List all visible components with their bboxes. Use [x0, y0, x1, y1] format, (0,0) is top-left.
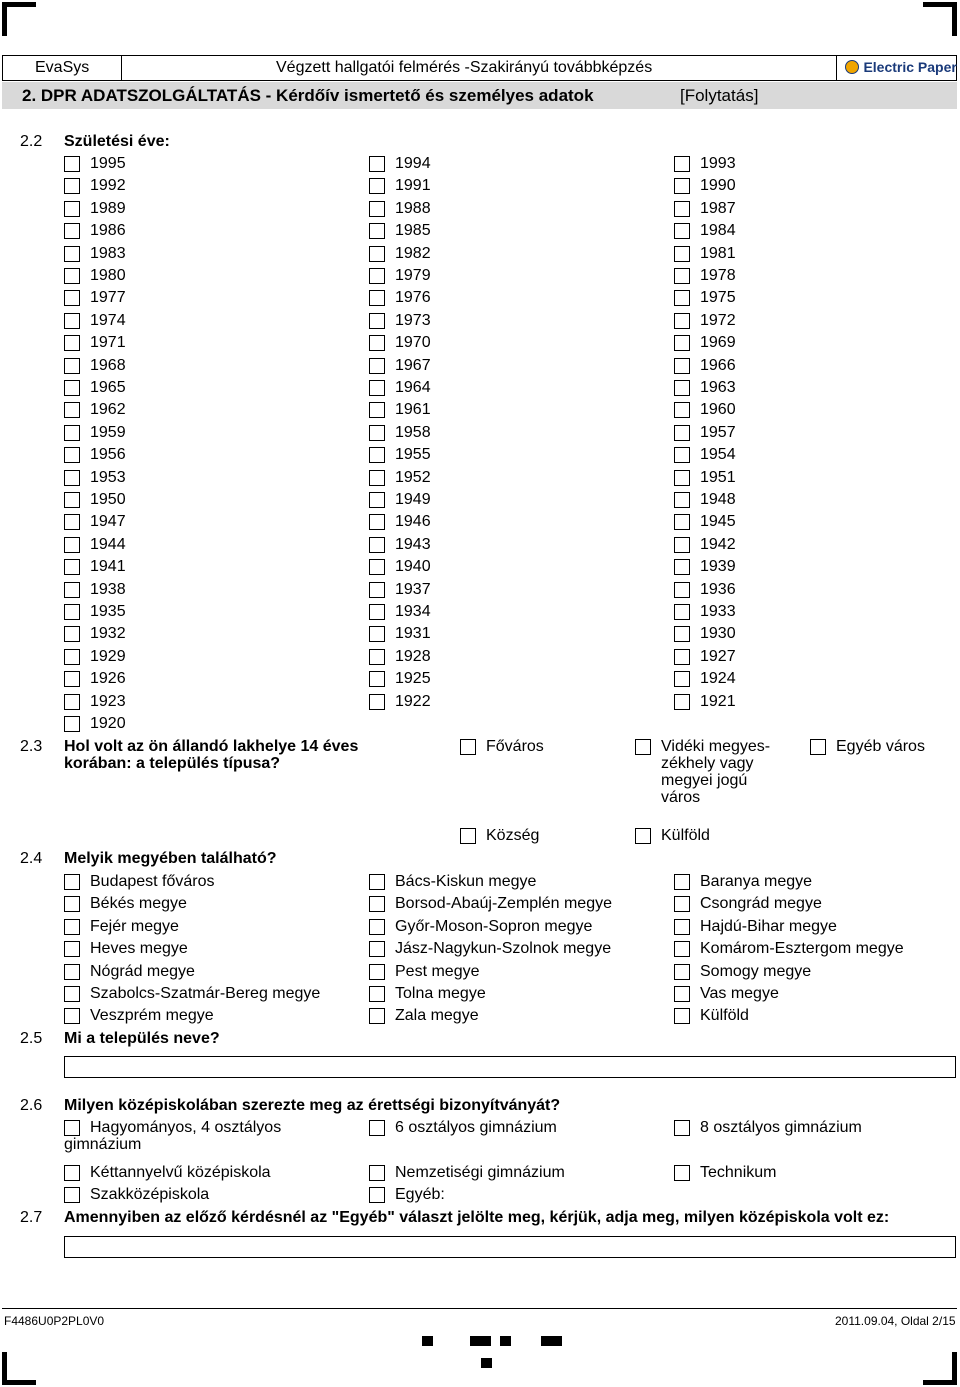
county-option[interactable]: Külföld	[674, 1007, 960, 1027]
checkbox[interactable]	[369, 335, 385, 351]
county-option[interactable]: Pest megye	[369, 963, 659, 983]
county-option[interactable]: Budapest főváros	[64, 873, 354, 893]
form-code: F4486U0P2PL0V0	[4, 1314, 105, 1328]
year-option[interactable]: 1921	[674, 693, 794, 713]
checkbox[interactable]	[674, 537, 690, 553]
year-option[interactable]: 1969	[674, 334, 794, 354]
settlement-name-input[interactable]	[64, 1056, 956, 1078]
checkbox[interactable]	[369, 941, 385, 957]
checkbox[interactable]	[64, 335, 80, 351]
checkbox[interactable]	[369, 358, 385, 374]
checkbox[interactable]	[369, 582, 385, 598]
year-option[interactable]: 1975	[674, 289, 794, 309]
year-option[interactable]: 1928	[369, 648, 489, 668]
checkbox[interactable]	[369, 604, 385, 620]
corner-mark-top-left	[2, 2, 7, 36]
year-option[interactable]: 1971	[64, 334, 184, 354]
year-option[interactable]: 1990	[674, 177, 794, 197]
year-option[interactable]: 1972	[674, 312, 794, 332]
question-label-line2: korában: a település típusa?	[64, 755, 281, 772]
year-option[interactable]: 1963	[674, 379, 794, 399]
checkbox[interactable]	[674, 268, 690, 284]
corner-mark-top-right	[952, 2, 957, 36]
checkbox[interactable]	[369, 1120, 385, 1136]
year-option[interactable]: 1930	[674, 625, 794, 645]
checkbox[interactable]	[674, 246, 690, 262]
checkbox[interactable]	[674, 896, 690, 912]
year-option[interactable]: 1923	[64, 693, 184, 713]
app-name: EvaSys	[35, 59, 90, 76]
year-option[interactable]: 1974	[64, 312, 184, 332]
year-option[interactable]: 1973	[369, 312, 489, 332]
barcode-mark	[470, 1336, 491, 1346]
checkbox[interactable]	[369, 986, 385, 1002]
option-hagyomanyos-gimnazium[interactable]: Hagyományos, 4 osztályos gimnázium	[64, 1119, 282, 1153]
checkbox[interactable]	[64, 1187, 80, 1203]
checkbox[interactable]	[674, 1008, 690, 1024]
checkbox[interactable]	[64, 964, 80, 980]
checkbox[interactable]	[674, 626, 690, 642]
checkbox[interactable]	[369, 964, 385, 980]
checkbox[interactable]	[64, 201, 80, 217]
checkbox[interactable]	[64, 559, 80, 575]
checkbox[interactable]	[674, 425, 690, 441]
survey-title: Végzett hallgatói felmérés -Szakirányú továbbképzés	[276, 59, 653, 76]
year-option[interactable]: 1989	[64, 200, 184, 220]
header-line	[2, 80, 957, 81]
checkbox[interactable]	[369, 671, 385, 687]
checkbox[interactable]	[674, 694, 690, 710]
county-option[interactable]: Heves megye	[64, 940, 354, 960]
checkbox[interactable]	[64, 716, 80, 732]
checkbox[interactable]	[674, 178, 690, 194]
checkbox[interactable]	[369, 694, 385, 710]
year-option[interactable]: 1993	[674, 155, 794, 175]
year-option[interactable]: 1926	[64, 670, 184, 690]
question-label: Melyik megyében található?	[64, 850, 277, 867]
year-option[interactable]: 1929	[64, 648, 184, 668]
checkbox[interactable]	[369, 626, 385, 642]
checkbox[interactable]	[64, 649, 80, 665]
checkbox[interactable]	[64, 358, 80, 374]
checkbox[interactable]	[64, 514, 80, 530]
electric-paper-logo	[845, 58, 957, 78]
checkbox[interactable]	[64, 941, 80, 957]
logo-icon	[845, 60, 859, 74]
year-option[interactable]: 1952	[369, 469, 489, 489]
year-option[interactable]: 1938	[64, 581, 184, 601]
checkbox[interactable]	[64, 290, 80, 306]
county-option[interactable]: Jász-Nagykun-Szolnok megye	[369, 940, 659, 960]
checkbox[interactable]	[64, 246, 80, 262]
barcode-mark	[481, 1358, 492, 1368]
option-kozseg[interactable]: Község	[460, 827, 610, 847]
checkbox[interactable]	[64, 380, 80, 396]
checkbox[interactable]	[674, 559, 690, 575]
year-option[interactable]: 1958	[369, 424, 489, 444]
option-videki-megyeszekhely[interactable]: Vidéki megyes-zékhely vagy megyei jogú város	[635, 738, 785, 808]
checkbox[interactable]	[460, 828, 476, 844]
checkbox[interactable]	[64, 919, 80, 935]
year-option[interactable]: 1934	[369, 603, 489, 623]
checkbox[interactable]	[369, 492, 385, 508]
year-option[interactable]: 1946	[369, 513, 489, 533]
year-option[interactable]: 1956	[64, 446, 184, 466]
checkbox[interactable]	[369, 896, 385, 912]
year-option[interactable]: 1966	[674, 357, 794, 377]
checkbox[interactable]	[674, 470, 690, 486]
year-option[interactable]: 1936	[674, 581, 794, 601]
checkbox[interactable]	[369, 559, 385, 575]
year-option[interactable]: 1933	[674, 603, 794, 623]
year-option[interactable]: 1942	[674, 536, 794, 556]
checkbox[interactable]	[369, 246, 385, 262]
year-option[interactable]: 1951	[674, 469, 794, 489]
year-option[interactable]: 1992	[64, 177, 184, 197]
year-option[interactable]: 1922	[369, 693, 489, 713]
checkbox[interactable]	[369, 425, 385, 441]
checkbox[interactable]	[64, 313, 80, 329]
checkbox[interactable]	[674, 649, 690, 665]
year-option[interactable]: 1959	[64, 424, 184, 444]
year-option[interactable]: 1939	[674, 558, 794, 578]
checkbox[interactable]	[64, 537, 80, 553]
checkbox[interactable]	[369, 649, 385, 665]
option-8-osztalyos[interactable]: 8 osztályos gimnázium	[674, 1119, 954, 1139]
checkbox[interactable]	[369, 447, 385, 463]
county-option[interactable]: Somogy megye	[674, 963, 960, 983]
checkbox[interactable]	[674, 223, 690, 239]
checkbox[interactable]	[64, 694, 80, 710]
checkbox[interactable]	[674, 582, 690, 598]
year-option[interactable]: 1947	[64, 513, 184, 533]
checkbox[interactable]	[674, 941, 690, 957]
other-school-input[interactable]	[64, 1236, 956, 1258]
checkbox[interactable]	[674, 919, 690, 935]
checkbox[interactable]	[64, 402, 80, 418]
year-option[interactable]: 1920	[64, 715, 184, 735]
checkbox[interactable]	[674, 1165, 690, 1181]
county-option[interactable]: Győr-Moson-Sopron megye	[369, 918, 659, 938]
footer-line	[2, 1308, 957, 1309]
year-option[interactable]: 1967	[369, 357, 489, 377]
year-option[interactable]: 1979	[369, 267, 489, 287]
checkbox[interactable]	[674, 604, 690, 620]
checkbox[interactable]	[64, 986, 80, 1002]
year-option[interactable]: 1949	[369, 491, 489, 511]
year-option[interactable]: 1988	[369, 200, 489, 220]
checkbox[interactable]	[369, 470, 385, 486]
year-option[interactable]: 1961	[369, 401, 489, 421]
option-6-osztalyos[interactable]: 6 osztályos gimnázium	[369, 1119, 649, 1139]
year-option[interactable]: 1984	[674, 222, 794, 242]
checkbox[interactable]	[64, 178, 80, 194]
barcode-mark	[500, 1336, 511, 1346]
year-option[interactable]: 1991	[369, 177, 489, 197]
header-divider	[121, 55, 122, 80]
checkbox[interactable]	[369, 156, 385, 172]
checkbox[interactable]	[674, 402, 690, 418]
year-option[interactable]: 1931	[369, 625, 489, 645]
year-option[interactable]: 1964	[369, 379, 489, 399]
checkbox[interactable]	[635, 828, 651, 844]
year-option[interactable]: 1941	[64, 558, 184, 578]
year-option[interactable]: 1982	[369, 245, 489, 265]
checkbox[interactable]	[635, 739, 651, 755]
date-page: 2011.09.04, Oldal 2/15	[835, 1314, 956, 1328]
year-option[interactable]: 1925	[369, 670, 489, 690]
checkbox[interactable]	[674, 201, 690, 217]
checkbox[interactable]	[64, 156, 80, 172]
checkbox[interactable]	[64, 626, 80, 642]
checkbox[interactable]	[674, 492, 690, 508]
county-option[interactable]: Komárom-Esztergom megye	[674, 940, 960, 960]
checkbox[interactable]	[64, 447, 80, 463]
checkbox[interactable]	[64, 874, 80, 890]
option-kettannyelvu[interactable]: Kéttannyelvű középiskola	[64, 1164, 344, 1184]
year-option[interactable]: 1962	[64, 401, 184, 421]
checkbox[interactable]	[369, 1008, 385, 1024]
county-option[interactable]: Vas megye	[674, 985, 960, 1005]
county-option[interactable]: Szabolcs-Szatmár-Bereg megye	[64, 985, 354, 1005]
year-option[interactable]: 1953	[64, 469, 184, 489]
checkbox[interactable]	[369, 290, 385, 306]
checkbox[interactable]	[369, 874, 385, 890]
checkbox[interactable]	[460, 739, 476, 755]
year-option[interactable]: 1924	[674, 670, 794, 690]
corner-mark-bottom-right	[923, 1380, 957, 1385]
question-label: Amennyiben az előző kérdésnél az "Egyéb" választ jelölte meg, kérjük, adja meg, milyen középiskola volt ez:	[64, 1209, 890, 1226]
year-option[interactable]: 1935	[64, 603, 184, 623]
barcode-mark	[541, 1336, 562, 1346]
checkbox[interactable]	[369, 223, 385, 239]
year-option[interactable]: 1968	[64, 357, 184, 377]
question-label: Hol volt az ön állandó lakhelye 14 éves	[64, 738, 359, 755]
year-option[interactable]: 1940	[369, 558, 489, 578]
option-szakkozepiskola[interactable]: Szakközépiskola	[64, 1186, 344, 1206]
year-option[interactable]: 1981	[674, 245, 794, 265]
question-label: Születési éve:	[64, 133, 170, 150]
section-continued: [Folytatás]	[680, 86, 759, 105]
option-kulfold[interactable]: Külföld	[635, 827, 785, 847]
year-option[interactable]: 1960	[674, 401, 794, 421]
checkbox[interactable]	[64, 896, 80, 912]
checkbox[interactable]	[674, 671, 690, 687]
checkbox[interactable]	[674, 1120, 690, 1136]
option-nemzetisegi[interactable]: Nemzetiségi gimnázium	[369, 1164, 649, 1184]
checkbox[interactable]	[674, 290, 690, 306]
question-number: 2.3	[20, 738, 43, 755]
checkbox[interactable]	[369, 1165, 385, 1181]
option-egyeb[interactable]: Egyéb:	[369, 1186, 649, 1206]
checkbox[interactable]	[674, 964, 690, 980]
year-option[interactable]: 1943	[369, 536, 489, 556]
year-option[interactable]: 1954	[674, 446, 794, 466]
checkbox[interactable]	[674, 380, 690, 396]
year-option[interactable]: 1932	[64, 625, 184, 645]
question-number: 2.6	[20, 1097, 43, 1114]
logo-text: Electric Paper	[863, 58, 957, 75]
year-option[interactable]: 1994	[369, 155, 489, 175]
checkbox[interactable]	[810, 739, 826, 755]
barcode-mark	[422, 1336, 433, 1346]
checkbox[interactable]	[64, 425, 80, 441]
checkbox[interactable]	[674, 514, 690, 530]
checkbox[interactable]	[64, 1165, 80, 1181]
checkbox[interactable]	[369, 514, 385, 530]
year-option[interactable]: 1983	[64, 245, 184, 265]
county-option[interactable]: Veszprém megye	[64, 1007, 354, 1027]
corner-mark-bottom-left	[2, 1380, 36, 1385]
checkbox[interactable]	[369, 402, 385, 418]
checkbox[interactable]	[64, 671, 80, 687]
checkbox[interactable]	[369, 313, 385, 329]
year-option[interactable]: 1980	[64, 267, 184, 287]
option-technikum[interactable]: Technikum	[674, 1164, 954, 1184]
checkbox[interactable]	[674, 986, 690, 1002]
county-option[interactable]: Nógrád megye	[64, 963, 354, 983]
checkbox[interactable]	[674, 358, 690, 374]
question-number: 2.4	[20, 850, 43, 867]
checkbox[interactable]	[64, 223, 80, 239]
year-option[interactable]: 1948	[674, 491, 794, 511]
county-option[interactable]: Békés megye	[64, 895, 354, 915]
year-option[interactable]: 1945	[674, 513, 794, 533]
county-option[interactable]: Bács-Kiskun megye	[369, 873, 659, 893]
question-number: 2.5	[20, 1030, 43, 1047]
checkbox[interactable]	[64, 492, 80, 508]
county-option[interactable]: Csongrád megye	[674, 895, 960, 915]
checkbox[interactable]	[369, 380, 385, 396]
checkbox[interactable]	[64, 1008, 80, 1024]
question-label: Mi a település neve?	[64, 1030, 220, 1047]
year-option[interactable]: 1965	[64, 379, 184, 399]
option-fovaros[interactable]: Főváros	[460, 738, 610, 758]
checkbox[interactable]	[369, 919, 385, 935]
year-option[interactable]: 1986	[64, 222, 184, 242]
checkbox[interactable]	[64, 604, 80, 620]
checkbox[interactable]	[64, 470, 80, 486]
county-option[interactable]: Fejér megye	[64, 918, 354, 938]
question-label: Milyen középiskolában szerezte meg az érettségi bizonyítványát?	[64, 1097, 561, 1114]
year-option[interactable]: 1985	[369, 222, 489, 242]
year-option[interactable]: 1976	[369, 289, 489, 309]
year-option[interactable]: 1977	[64, 289, 184, 309]
checkbox[interactable]	[64, 268, 80, 284]
checkbox[interactable]	[674, 447, 690, 463]
year-option[interactable]: 1970	[369, 334, 489, 354]
year-option[interactable]: 1978	[674, 267, 794, 287]
year-option[interactable]: 1955	[369, 446, 489, 466]
county-option[interactable]: Borsod-Abaúj-Zemplén megye	[369, 895, 659, 915]
checkbox[interactable]	[369, 268, 385, 284]
checkbox[interactable]	[369, 537, 385, 553]
section-title: 2. DPR ADATSZOLGÁLTATÁS - Kérdőív ismertető és személyes adatok	[22, 86, 594, 105]
checkbox[interactable]	[369, 201, 385, 217]
year-option[interactable]: 1950	[64, 491, 184, 511]
checkbox[interactable]	[369, 1187, 385, 1203]
year-option[interactable]: 1944	[64, 536, 184, 556]
question-number: 2.2	[20, 133, 43, 150]
checkbox[interactable]	[674, 335, 690, 351]
corner-mark-top-left	[2, 2, 36, 7]
year-option[interactable]: 1995	[64, 155, 184, 175]
year-option[interactable]: 1987	[674, 200, 794, 220]
year-option[interactable]: 1937	[369, 581, 489, 601]
checkbox[interactable]	[369, 178, 385, 194]
checkbox[interactable]	[674, 156, 690, 172]
checkbox[interactable]	[64, 582, 80, 598]
county-option[interactable]: Hajdú-Bihar megye	[674, 918, 960, 938]
year-option[interactable]: 1927	[674, 648, 794, 668]
option-egyeb-varos[interactable]: Egyéb város	[810, 738, 950, 758]
question-number: 2.7	[20, 1209, 43, 1226]
county-option[interactable]: Baranya megye	[674, 873, 960, 893]
header-divider	[836, 55, 837, 80]
county-option[interactable]: Zala megye	[369, 1007, 659, 1027]
checkbox[interactable]	[674, 313, 690, 329]
checkbox[interactable]	[674, 874, 690, 890]
year-option[interactable]: 1957	[674, 424, 794, 444]
county-option[interactable]: Tolna megye	[369, 985, 659, 1005]
